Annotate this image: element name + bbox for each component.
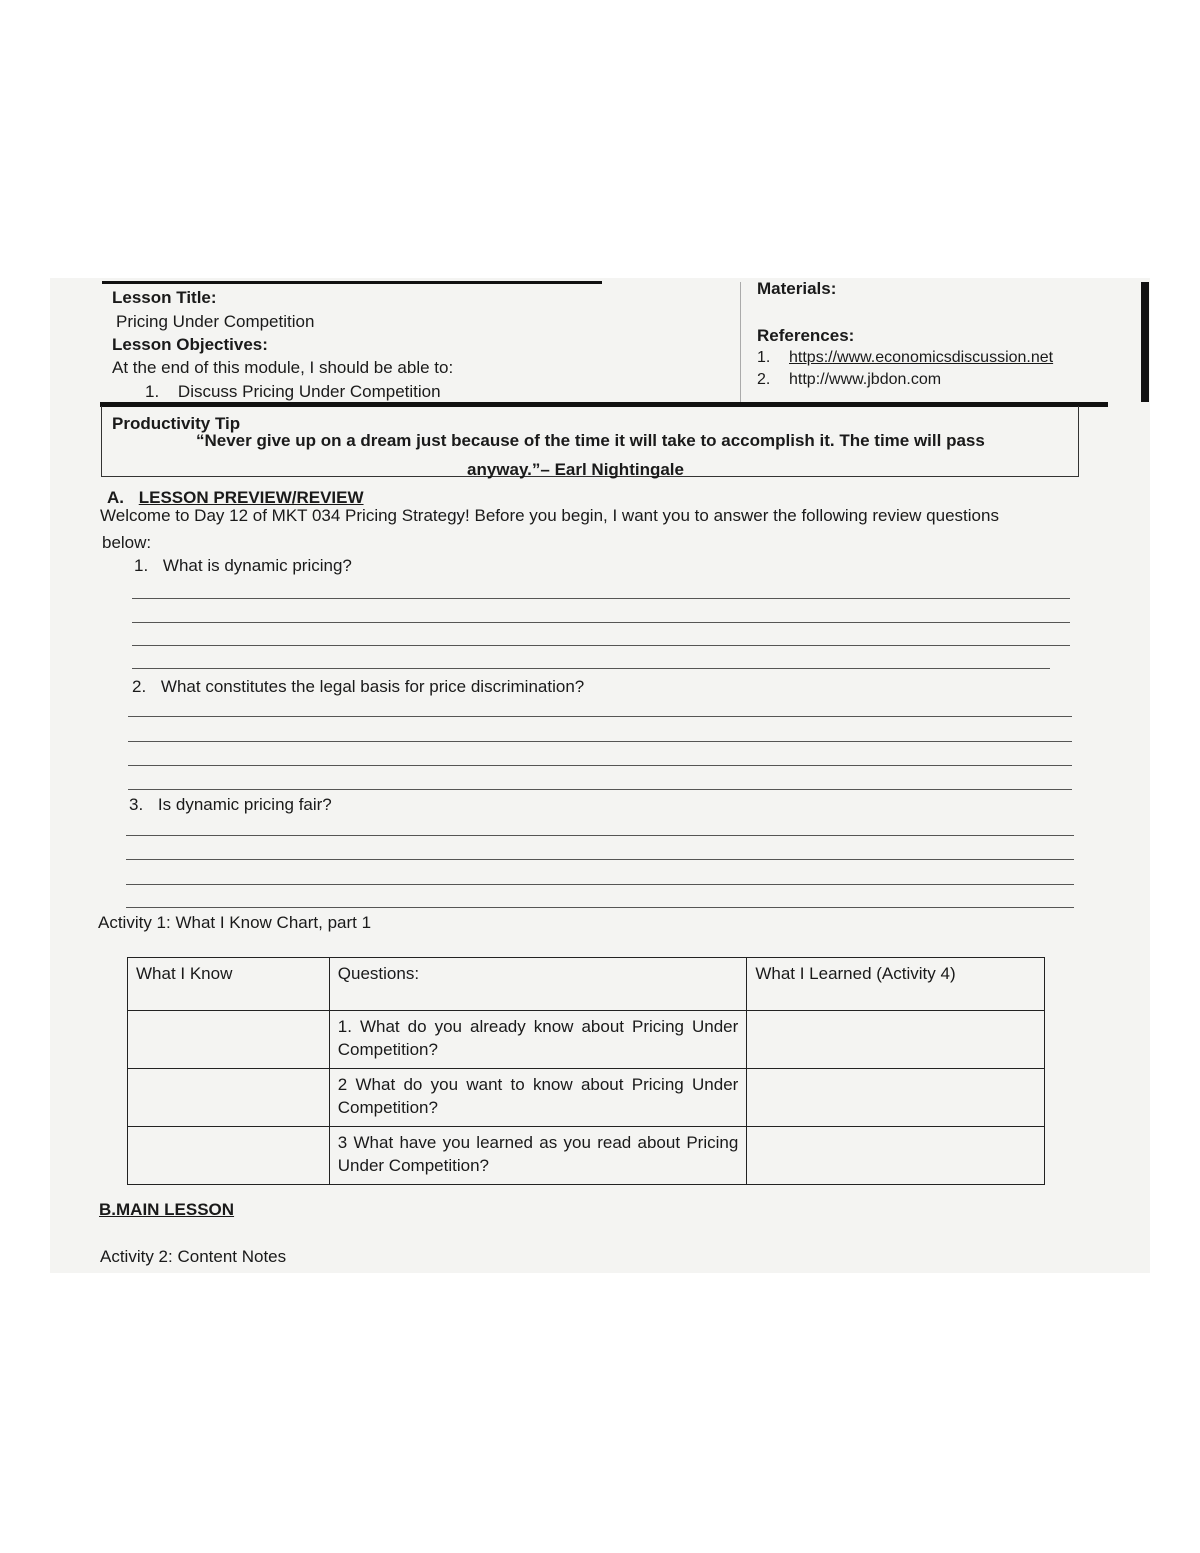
reference-link[interactable]: http://www.jbdon.com	[789, 371, 942, 388]
question-number: 3.	[129, 795, 144, 814]
answer-line	[132, 645, 1070, 646]
header-divider	[740, 282, 741, 404]
objective-text: Discuss Pricing Under Competition	[177, 382, 441, 401]
chart-row	[128, 1011, 1045, 1069]
objective-item	[145, 382, 441, 402]
right-edge-bar	[1141, 282, 1149, 402]
activity1-title: Activity 1: What I Know Chart, part 1	[98, 913, 372, 932]
what-i-know-cell[interactable]	[128, 1069, 330, 1127]
section-a-intro-line1: Welcome to Day 12 of MKT 034 Pricing Strategy! Before you begin, I want you to answer the following review questions	[100, 506, 999, 525]
chart-header-cell: Questions:	[329, 958, 747, 1011]
reference-item	[757, 371, 941, 389]
section-a-intro-line2: below:	[102, 533, 152, 552]
section-b-heading: B.MAIN LESSON	[99, 1200, 235, 1219]
header-top-rule	[102, 281, 602, 284]
question-cell: 2 What do you want to know about Pricing Under Competition?	[329, 1069, 747, 1127]
answer-line	[126, 884, 1074, 885]
question-number: 2.	[132, 677, 147, 696]
answer-line	[128, 716, 1072, 717]
question-text: What constitutes the legal basis for price discrimination?	[160, 677, 585, 696]
activity2-title: Activity 2: Content Notes	[100, 1247, 287, 1266]
answer-line	[132, 622, 1070, 623]
chart-row	[128, 1127, 1045, 1185]
review-question	[132, 677, 584, 697]
what-i-learned-cell[interactable]	[747, 1069, 1045, 1127]
chart-row	[128, 1069, 1045, 1127]
reference-number: 2.	[757, 371, 771, 388]
reference-number: 1.	[757, 349, 771, 366]
references-label: References:	[757, 326, 855, 345]
what-i-know-cell[interactable]	[128, 1127, 330, 1185]
section-a-title: LESSON PREVIEW/REVIEW	[138, 488, 364, 507]
answer-line	[126, 859, 1074, 860]
reference-item	[757, 349, 1053, 367]
what-i-learned-cell[interactable]	[747, 1127, 1045, 1185]
review-question	[134, 556, 352, 576]
section-a-heading	[107, 488, 364, 508]
question-cell: 1. What do you already know about Pricing Under Competition?	[329, 1011, 747, 1069]
answer-line	[126, 835, 1074, 836]
chart-header-row	[128, 958, 1045, 1011]
chart-header-cell: What I Know	[128, 958, 330, 1011]
answer-line	[132, 598, 1070, 599]
tip-quote-line2: anyway.”– Earl Nightingale	[467, 460, 684, 479]
lesson-title-label: Lesson Title:	[112, 288, 217, 307]
what-i-know-chart	[127, 957, 1045, 1185]
answer-line	[128, 765, 1072, 766]
question-text: Is dynamic pricing fair?	[157, 795, 332, 814]
answer-line	[128, 789, 1072, 790]
answer-line	[126, 907, 1074, 908]
objectives-label: Lesson Objectives:	[112, 335, 268, 354]
materials-label: Materials:	[757, 279, 837, 298]
what-i-learned-cell[interactable]	[747, 1011, 1045, 1069]
what-i-know-cell[interactable]	[128, 1011, 330, 1069]
chart-header-cell: What I Learned (Activity 4)	[747, 958, 1045, 1011]
answer-line	[132, 668, 1050, 669]
question-number: 1.	[134, 556, 149, 575]
question-cell: 3 What have you learned as you read about Pricing Under Competition?	[329, 1127, 747, 1185]
question-text: What is dynamic pricing?	[162, 556, 352, 575]
productivity-tip-label: Productivity Tip	[112, 414, 241, 433]
reference-link[interactable]: https://www.economicsdiscussion.net	[789, 349, 1054, 366]
review-question	[129, 795, 332, 815]
answer-line	[128, 741, 1072, 742]
objective-number: 1.	[145, 382, 160, 401]
section-a-letter: A.	[107, 488, 124, 507]
objectives-intro: At the end of this module, I should be able to:	[112, 358, 454, 377]
lesson-title: Pricing Under Competition	[116, 312, 315, 331]
tip-quote-line1: “Never give up on a dream just because of the time it will take to accomplish it. The time will pass	[196, 431, 985, 450]
